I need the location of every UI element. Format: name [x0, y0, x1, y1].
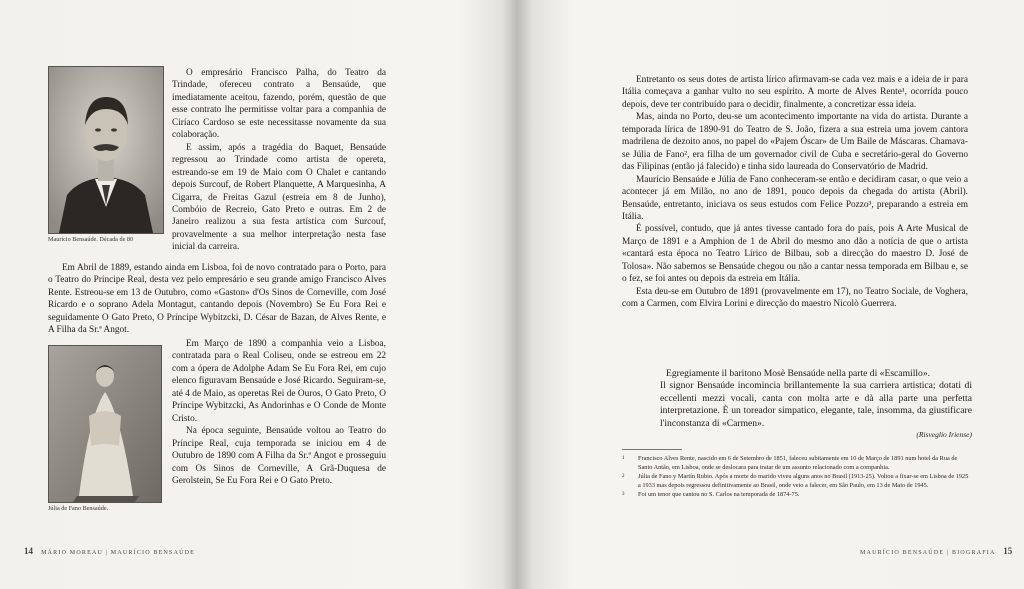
footnote-text: Foi um tenor que cantou no S. Carlos na temporada de 1874-75.: [638, 491, 800, 499]
paragraph: O empresário Francisco Palha, do Teatro da Trindade, ofereceu contrato a Bensaúde, que imediatamente aceitou, fazendo, porém, questão de que esse contrato lhe permitisse voltar para a companhia de Ciríaco Cardoso se este necessitasse novamente da sua colaboração.: [172, 68, 386, 141]
footnote-mark: 2: [622, 474, 625, 480]
paragraph: Esta deu-se em Outubro de 1891 (provavelmente em 17), no Teatro Sociale, de Voghera, com a Carmen, com Elvira Lorini e direcção do maestro Nicolò Guerrera.: [622, 286, 968, 310]
paragraph: Maurício Bensaúde e Júlia de Fano conheceram-se então e decidiram casar, o que veio a acontecer já em Milão, no ano de 1891, pouco depois da chegada do artista (Abril). Bensaúde, entretanto, iniciava os seus estudos com Felice Pozzo³, preparando a estreia em Itália.: [622, 174, 968, 222]
footnotes: [622, 455, 972, 501]
footnote-text: Francisco Alves Rente, nascido em 6 de Setembro de 1851, faleceu subitamente em 10 de Março de 1891 num hotel da Rua de Santo Antão, em Lisboa, onde se deslocara para tratar de um assunto relacionado com a companhia.: [638, 455, 958, 471]
quote-line: Il signor Bensaúde incomincia brillantemente la sua carriera artistica; dotati di eccellenti mezzi vocali, canta con molta arte e dà alla parte una perfetta interpretazione. È un toreador simpatico, elegante, tale, insomma, da giustificare l'inconstanza di «Carmen».: [660, 380, 972, 429]
paragraph: Mas, ainda no Porto, deu-se um acontecimento importante na vida do artista. Durante a temporada lírica de 1890-91 do Teatro de S. João, fizera a sua estreia uma jovem cantora madrilena de dezoito anos, no papel do «Pajem Óscar» de Um Baile de Máscaras. Chamava-se Júlia de Fano², era filha de um governador civil de Cuba e secretário-geral do Governo das Filipinas (então já falecido) e tinha sido laureada do Conservatório de Madrid.: [622, 112, 968, 173]
right-page: [512, 0, 1024, 589]
page-number: 14: [24, 546, 33, 556]
footnote-text: Júlia de Fano y Martín Rubio. Após a morte do marido viveu alguns anos no Brasil (1913-25). Voltou a fixar-se em Lisboa de 1925 a 1933 mas depois regressou definitivamente ao Brasil, onde veio a falecer, em São Paulo, em 13 de Maio de 1945.: [638, 473, 969, 489]
running-head: MAURÍCIO BENSAÚDE | BIOGRAFIA: [860, 550, 996, 556]
page-number: 15: [1003, 546, 1013, 556]
block-quote: [660, 368, 972, 441]
quote-source: (Risveglio Iriense): [916, 430, 972, 440]
running-head: MÁRIO MOREAU | MAURÍCIO BENSAÚDE: [41, 550, 196, 556]
left-folio: [24, 546, 195, 556]
portrait-photo-mauricio: [48, 66, 164, 234]
left-column-2: [172, 338, 386, 487]
right-folio: [860, 546, 1012, 556]
quote-line: Egregiamente il baritono Mosè Bensaúde nella parte di «Escamillo».: [666, 368, 931, 379]
left-wide-paragraph: [48, 262, 386, 337]
left-page: [0, 0, 510, 589]
paragraph: Entretanto os seus dotes de artista lírico afirmavam-se cada vez mais e a ideia de ir para Itália começava a ganhar vulto no seu espírito. A morte de Alves Rente¹, ocorrida pouco depois, deve ter contribuído para o decidir, finalmente, a concretizar essa ideia.: [622, 75, 968, 110]
portrait-photo-julia: [48, 345, 162, 503]
paragraph: Na época seguinte, Bensaúde voltou ao Teatro do Príncipe Real, cuja temporada se iniciou em 4 de Outubro de 1890 com A Filha da Sr.ª Angot e prosseguiu com Os Sinos de Corneville, A Grã-Duquesa de Gerolstein, Se Eu Fora Rei e O Gato Preto.: [172, 426, 386, 486]
footnote: [622, 455, 972, 472]
footnote: [622, 491, 972, 500]
footnote-mark: 3: [622, 492, 625, 498]
paragraph: E assim, após a tragédia do Baquet, Bensaúde regressou ao Trindade como artista de opereta, estreando-se em 19 de Maio com O Chalet e cantando depois Surcouf, de Robert Planquette, A Marquesinha, A Cigarra, de Freitas Gazul (estreia em 8 de Junho), Combóio de Recreio, Gato Preto e outras. Em 2 de Janeiro realizou a sua festa artística com Surcouf, provavelmente a sua melhor interpretação nesta fase inicial da carreira.: [172, 142, 386, 253]
portrait-caption: Maurício Bensaúde. Década de 80: [48, 236, 134, 243]
left-column-1: [172, 67, 386, 254]
portrait-caption-julia: Júlia de Fano Bensaúde.: [48, 505, 109, 512]
footnote-rule: [622, 449, 682, 450]
paragraph: É possível, contudo, que já antes tivesse cantado fora do país, pois A Arte Musical de Março de 1891 e a Amphion de 1 de Abril do mesmo ano dão a notícia de que o artista «cantará esta época no Teatro Lírico de Bilbau, sob a direcção do maestro D. José de Tolosa». Não sabemos se Bensaúde chegou ou não a cantar nessa temporada em Bilbau e, se o fez, se foi antes ou depois da estreia em Itália.: [622, 224, 968, 285]
right-body: [622, 74, 968, 311]
footnote-mark: 1: [622, 456, 625, 461]
paragraph: Em Março de 1890 a companhia veio a Lisboa, contratada para o Real Coliseu, onde se estreou em 22 com a ópera de Adolphe Adam Se Eu Fora Rei, em cujo elenco figuravam Bensaúde e José Ricardo. Seguiram-se, até 4 de Maio, as operetas Rei de Ouros, O Gato Preto, O Príncipe Wybitzcki, As Andorinhas e O Conde de Monte Cristo.: [172, 339, 386, 424]
paragraph: Em Abril de 1889, estando ainda em Lisboa, foi de novo contratado para o Porto, para o Teatro do Príncipe Real, desta vez pelo empresário e seu grande amigo Francisco Alves Rente. Estreou-se em 13 de Outubro, como «Gaston» d'Os Sinos de Corneville, com José Ricardo e o soprano Adela Montagut, cantando depois (Novembro) Se Eu Fora Rei e seguidamente O Gato Preto, O Príncipe Wybitzcki, D. César de Bazan, de Alves Rente, e A Filha da Sr.ª Angot.: [48, 263, 386, 336]
footnote: [622, 473, 972, 490]
